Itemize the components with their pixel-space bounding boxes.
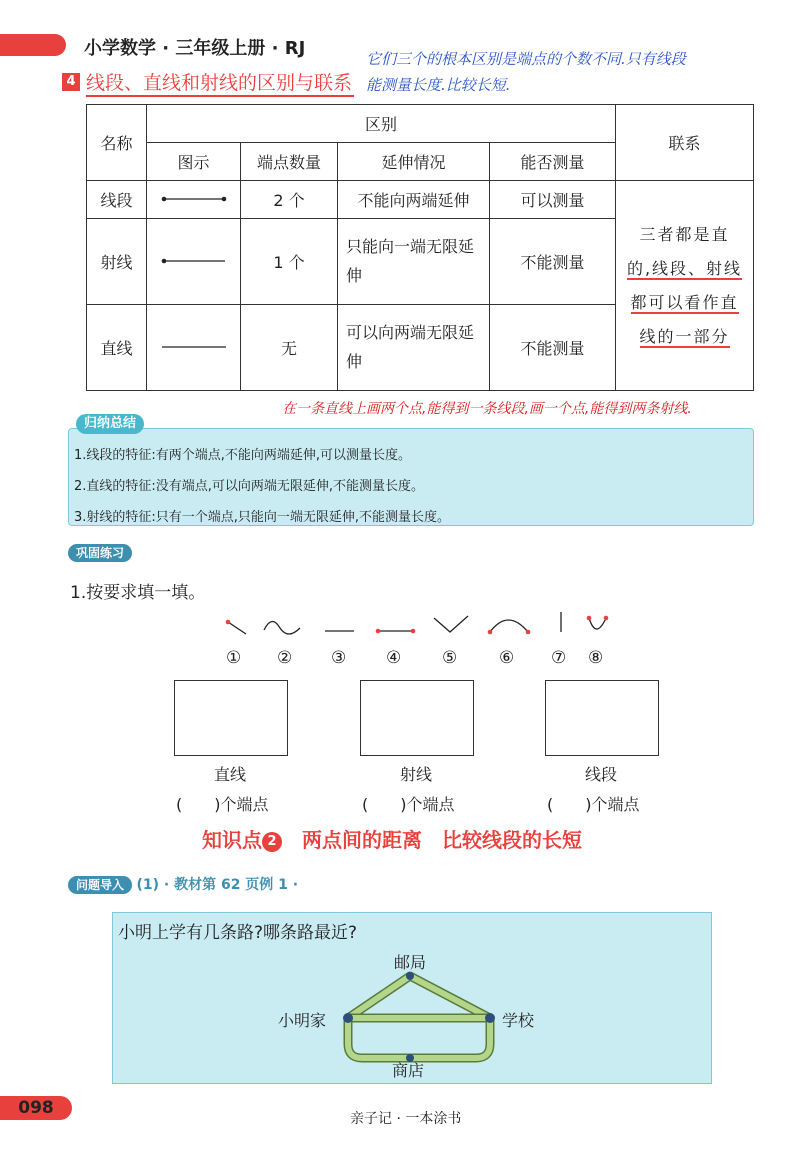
home-point [343,1013,353,1023]
row-endpoints-segment: 2 个 [241,181,338,219]
figure-number-8: ⑧ [588,648,604,668]
box-label-segment: 线段 [585,765,618,784]
row-extension-segment: 不能向两端延伸 [338,181,490,219]
line-diagram [159,341,229,353]
intro-reference: (1) · 教材第 62 页例 1 · [136,877,299,893]
relation-line-3: 都可以看作直 [630,292,739,312]
header-name: 名称 [87,105,147,181]
relation-line-1: 三者都是直 [639,224,730,244]
practice-tag: 巩固练习 [68,544,132,562]
row-name-segment: 线段 [87,181,147,219]
relation-cell [616,181,754,391]
figure-8-curve [587,616,609,629]
figure-6-arc [488,620,531,634]
intro-row [68,874,298,894]
subheader-diagram: 图示 [147,143,241,181]
summary-item-1: 1.线段的特征:有两个端点,不能向两端延伸,可以测量长度。 [74,448,412,463]
handwritten-note-middle: 在一条直线上画两个点,能得到一条线段,画一个点,能得到两条射线. [282,401,692,417]
diagram-line [147,305,241,391]
figure-number-2: ② [277,648,293,668]
book-title: 小学数学 · 三年级上册 · RJ [84,38,306,59]
row-extension-ray: 只能向一端无限延伸 [338,219,490,305]
scene-question: 小明上学有几条路?哪条路最近? [118,923,358,943]
route-map [112,912,710,1082]
knowledge-point-title [202,824,582,853]
knowledge-point-text: 两点间的距离 比较线段的长短 [302,828,582,852]
relation-line-2: 的,线段、射线 [626,258,743,278]
label-shop: 商店 [392,1061,425,1080]
figure-number-4: ④ [386,648,402,668]
relation-line-4: 线的一部分 [639,326,730,346]
figure-4-segment [376,629,416,634]
answer-box-ray[interactable] [360,680,474,756]
diagram-ray [147,219,241,305]
figure-number-3: ③ [331,648,347,668]
header-red-tab [0,34,66,56]
figure-2-curve [264,621,300,634]
school-point [485,1013,495,1023]
row-endpoints-line: 无 [241,305,338,391]
figure-5-angle [434,616,468,632]
summary-tag: 归纳总结 [76,414,144,434]
row-name-ray: 射线 [87,219,147,305]
summary-item-3: 3.射线的特征:只有一个端点,只能向一端无限延伸,不能测量长度。 [74,510,451,525]
figure-number-5: ⑤ [442,648,458,668]
figure-number-7: ⑦ [551,648,567,668]
ray-diagram [159,255,229,267]
post-office-point [406,972,414,980]
subheader-measurable: 能否测量 [490,143,616,181]
intro-tag: 问题导入 [68,876,132,894]
label-school: 学校 [502,1011,535,1030]
row-endpoints-ray: 1 个 [241,219,338,305]
figure-number-6: ⑥ [499,648,515,668]
row-extension-line: 可以向两端无限延伸 [338,305,490,391]
header-difference: 区别 [147,105,616,143]
answer-box-line[interactable] [174,680,288,756]
handwritten-note-top-2: 能测量长度.比较长短. [366,76,511,94]
subheader-endpoints: 端点数量 [241,143,338,181]
page-number: 098 [0,1096,72,1120]
endpoint-blank-segment[interactable]: ( )个端点 [547,795,640,814]
segment-diagram [159,193,229,205]
header-relation: 联系 [616,105,754,181]
practice-figures [218,610,618,644]
subheader-extension: 延伸情况 [338,143,490,181]
section-title: 线段、直线和射线的区别与联系 [86,72,353,94]
section-number: 4 [62,73,80,91]
footer-brand: 亲子记 · 一本涂书 [350,1111,462,1127]
row-measurable-segment: 可以测量 [490,181,616,219]
box-label-line: 直线 [214,765,247,784]
figure-number-1: ① [226,648,242,668]
summary-item-2: 2.直线的特征:没有端点,可以向两端无限延伸,不能测量长度。 [74,479,425,494]
row-measurable-ray: 不能测量 [490,219,616,305]
label-post-office: 邮局 [394,953,427,972]
knowledge-point-prefix: 知识点 [202,828,262,852]
practice-question: 1.按要求填一填。 [70,583,206,603]
figure-1-ray [226,620,246,634]
box-label-ray: 射线 [400,765,433,784]
comparison-table [86,104,754,391]
row-name-line: 直线 [87,305,147,391]
label-home: 小明家 [278,1011,327,1030]
answer-box-segment[interactable] [545,680,659,756]
handwritten-note-top-1: 它们三个的根本区别是端点的个数不同.只有线段 [366,50,686,68]
diagram-segment [147,181,241,219]
knowledge-point-number: 2 [262,832,282,852]
endpoint-blank-line[interactable]: ( )个端点 [176,795,269,814]
endpoint-blank-ray[interactable]: ( )个端点 [362,795,455,814]
section-underline [86,95,354,97]
row-measurable-line: 不能测量 [490,305,616,391]
